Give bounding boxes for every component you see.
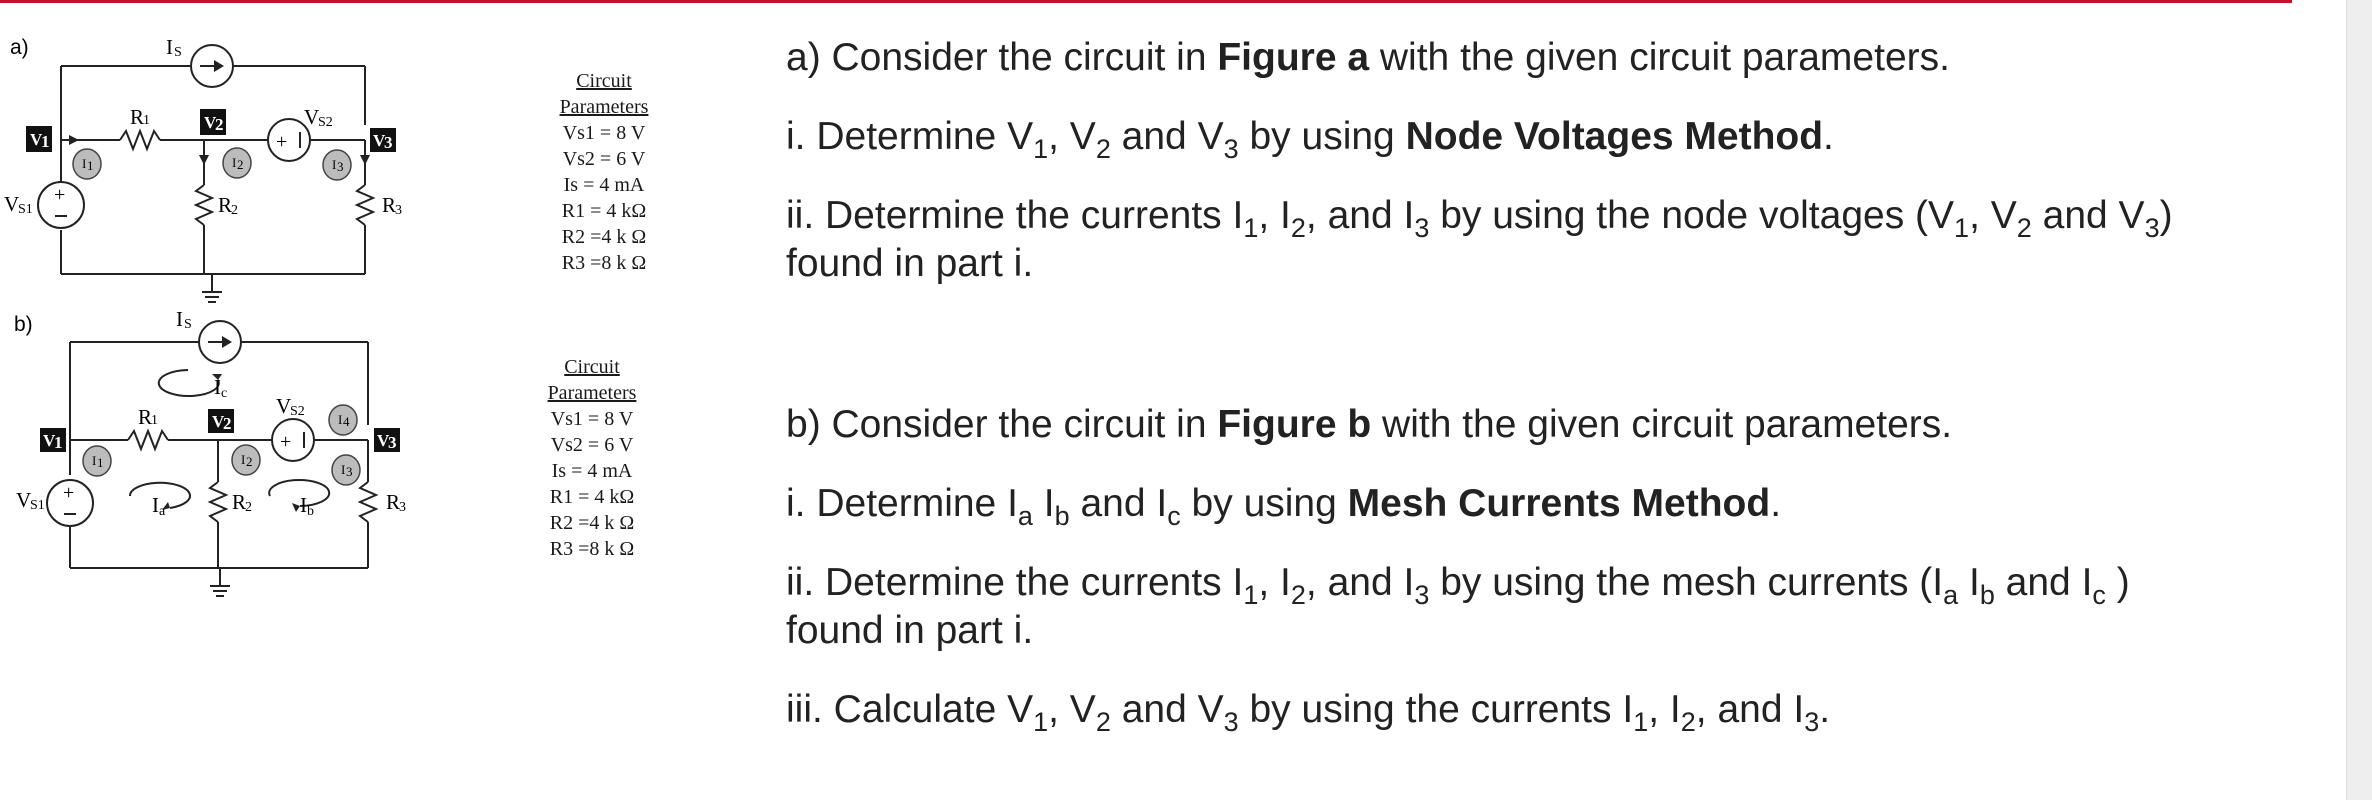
figure-a-r1-label: R	[130, 105, 145, 129]
circuit-parameters-a	[530, 68, 678, 276]
figure-b-node-v2	[208, 409, 234, 433]
svg-text:I: I	[232, 155, 237, 170]
svg-text:V: V	[373, 131, 386, 150]
svg-text:V: V	[377, 431, 390, 450]
problem-b-part-iii: iii. Calculate $V_1$, $V_2$ and $V_3$ by using the currents $I_1$, $I_2$, and $I_3$.	[786, 688, 1831, 737]
figure-b-node-v3	[374, 428, 400, 452]
figure-b-r2-sub: 2	[245, 500, 252, 515]
figure-a-r2-label: R	[218, 193, 233, 217]
figure-a-r3-label: R	[382, 193, 397, 217]
figure-b-node-v1	[40, 428, 66, 452]
svg-text:3: 3	[388, 433, 397, 452]
svg-text:I: I	[332, 157, 337, 172]
param-line: R2 =4 k Ω	[549, 512, 635, 534]
figure-b-vs1-source	[47, 480, 93, 526]
problem-b-part-ii: ii. Determine the currents $I_1$, $I_2$, and $I_3$ by using the mesh currents ($I_a$ $I_b$ and $I_c$ )	[786, 561, 2130, 610]
svg-text:4: 4	[343, 414, 350, 429]
figure-a-is-label: I	[166, 35, 173, 59]
figure-a-label: a)	[10, 36, 29, 59]
figure-b-i4-bubble	[329, 405, 357, 435]
figure-a-r2-sub: 2	[231, 203, 238, 218]
figure-b-r1-label: R	[138, 405, 153, 429]
figure-a-vs2-sub: S2	[318, 115, 333, 130]
vertical-scrollbar[interactable]	[2346, 0, 2372, 800]
figure-b-vs1-sub: S1	[30, 498, 45, 513]
svg-text:+: +	[276, 131, 288, 153]
param-line: Vs2 = 6 V	[562, 148, 646, 170]
circuit-parameters-b	[518, 354, 666, 562]
figure-a-node-v2	[200, 109, 226, 135]
figure-b-r1-sub: 1	[151, 413, 158, 428]
param-line: R1 = 4 kΩ	[549, 486, 635, 508]
svg-text:1: 1	[54, 433, 63, 452]
problem-b-part-ii-line2: found in part i.	[786, 609, 1034, 652]
figure-b-r3-sub: 3	[399, 500, 406, 515]
param-line: Vs1 = 8 V	[550, 408, 634, 430]
problem-b-part-i: i. Determine $I_a$ $I_b$ and $I_c$ by using Mesh Currents Method.	[786, 482, 1782, 531]
svg-text:+: +	[54, 184, 66, 206]
circuit-parameters-title: Circuit Parameters	[559, 70, 649, 118]
figure-a-node-v3	[370, 128, 396, 152]
figure-b-vs2-label: V	[276, 394, 292, 418]
figure-a-i1-bubble	[73, 149, 101, 179]
svg-text:V: V	[212, 412, 225, 431]
svg-text:V: V	[30, 130, 43, 149]
svg-text:3: 3	[337, 159, 344, 174]
figure-b-i2-bubble	[232, 445, 260, 475]
svg-text:2: 2	[223, 414, 232, 433]
figure-b-ic-sub: c	[221, 386, 228, 401]
figure-b-vs2-source	[272, 419, 314, 461]
svg-text:I: I	[241, 452, 246, 467]
svg-text:3: 3	[346, 464, 353, 479]
svg-text:1: 1	[41, 132, 50, 151]
svg-text:2: 2	[237, 157, 244, 172]
circuit-parameters-title: Circuit Parameters	[547, 356, 637, 404]
param-line: R1 = 4 kΩ	[561, 200, 647, 222]
figure-b-is-label: I	[176, 307, 183, 331]
param-line: Vs1 = 8 V	[562, 122, 646, 144]
figure-b-current-source	[199, 321, 241, 363]
figure-b-is-sub: S	[184, 317, 192, 332]
figure-b-label: b)	[14, 313, 33, 336]
figure-a-vs1-sub: S1	[18, 202, 33, 217]
problem-b-text	[786, 401, 2326, 737]
svg-text:+: +	[280, 431, 292, 453]
param-line: Is = 4 mA	[563, 174, 645, 196]
figure-a-current-source	[191, 45, 233, 87]
figure-a-vs1-source	[38, 182, 84, 228]
svg-text:3: 3	[384, 133, 393, 152]
figure-a-r1-sub: 1	[143, 113, 150, 128]
svg-text:+: +	[63, 482, 75, 504]
svg-text:2: 2	[215, 115, 224, 134]
figure-b-i3-bubble	[332, 455, 360, 485]
svg-text:I: I	[341, 462, 346, 477]
param-line: Vs2 = 6 V	[550, 434, 634, 456]
problem-a-part-ii-line2: found in part i.	[786, 242, 1034, 285]
param-line: R3 =8 k Ω	[549, 538, 635, 560]
figure-a-is-sub: S	[174, 45, 182, 60]
figure-b-ib-sub: b	[307, 504, 314, 519]
figure-b-r3-label: R	[386, 490, 401, 514]
svg-text:V: V	[43, 431, 56, 450]
figure-b-ic-label: I	[214, 375, 221, 399]
svg-text:I: I	[92, 453, 97, 468]
svg-text:I: I	[82, 156, 87, 171]
svg-text:1: 1	[97, 455, 104, 470]
figure-b-i1-bubble	[83, 446, 111, 476]
problem-a-intro: a) Consider the circuit in Figure a with the given circuit parameters.	[786, 36, 1950, 79]
figure-a-vs2-label: V	[304, 105, 320, 129]
figure-b-vs1-label: V	[16, 488, 32, 512]
figure-b-ia-sub: a	[159, 504, 166, 519]
figure-b-r2-label: R	[232, 490, 247, 514]
svg-text:1: 1	[87, 158, 94, 173]
figure-a-i3-bubble	[323, 150, 351, 180]
problem-a-text	[786, 34, 2326, 288]
figure-a-vs1-label: V	[4, 192, 20, 216]
figure-a-circuit	[0, 0, 440, 300]
problem-a-part-i: i. Determine $V_1$, $V_2$ and $V_3$ by using Node Voltages Method.	[786, 115, 1834, 164]
figure-b-ib-label: I	[300, 493, 307, 517]
figure-b-ia-label: I	[152, 493, 159, 517]
figure-b-vs2-sub: S2	[290, 404, 305, 419]
figure-a-r3-sub: 3	[395, 203, 402, 218]
svg-text:2: 2	[246, 454, 253, 469]
problem-a-part-ii: ii. Determine the currents $I_1$, $I_2$, and $I_3$ by using the node voltages ($V_1$, $V_2$ and $V_3$)	[786, 194, 2173, 243]
figure-b-circuit	[0, 300, 440, 600]
figure-a-node-v1	[26, 126, 52, 152]
figure-a-i2-bubble	[223, 148, 251, 178]
param-line: R2 =4 k Ω	[561, 226, 647, 248]
param-line: R3 =8 k Ω	[561, 252, 647, 274]
param-line: Is = 4 mA	[551, 460, 633, 482]
problem-b-intro: b) Consider the circuit in Figure b with the given circuit parameters.	[786, 403, 1953, 446]
svg-text:V: V	[204, 113, 217, 132]
svg-text:I: I	[338, 412, 343, 427]
